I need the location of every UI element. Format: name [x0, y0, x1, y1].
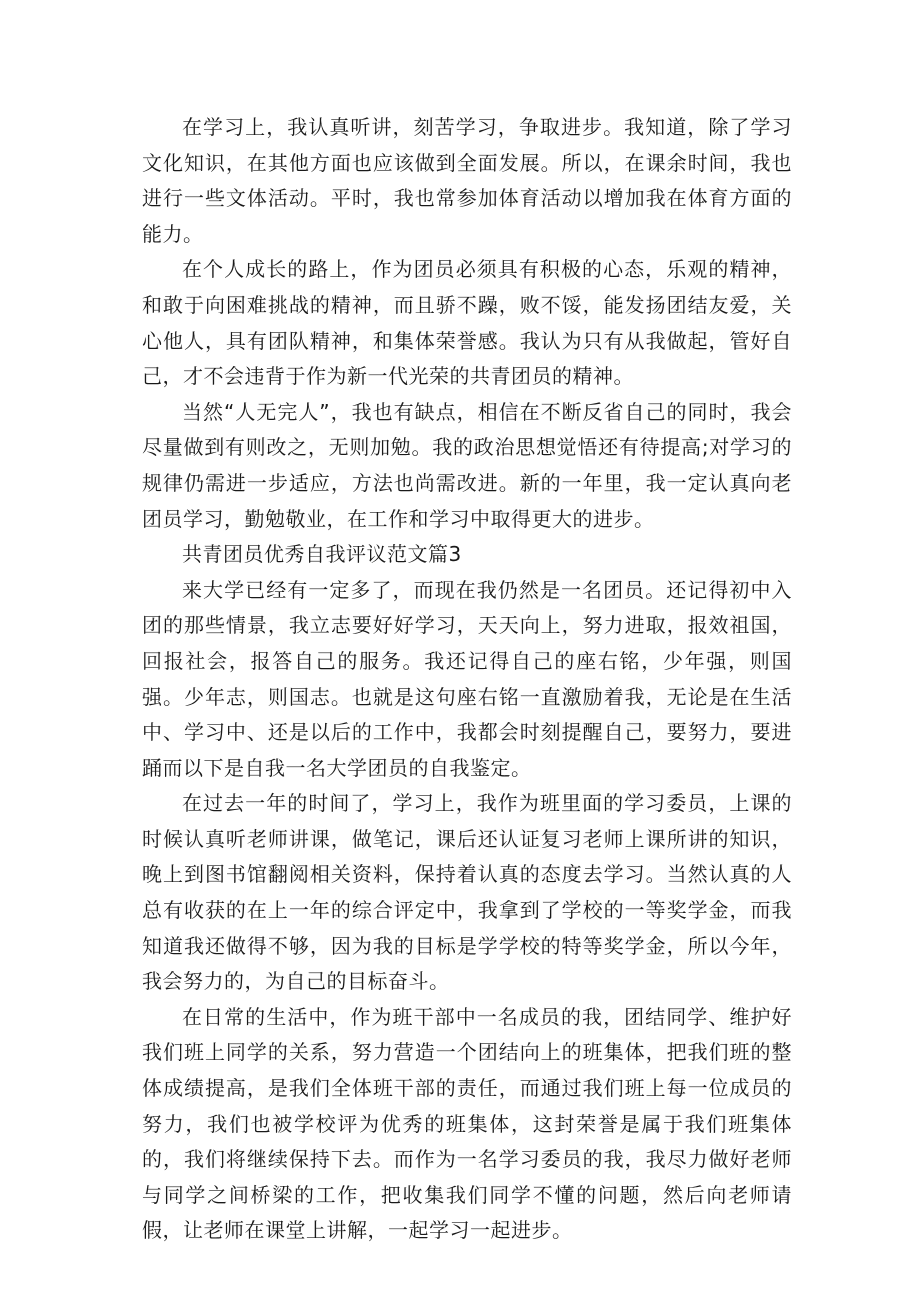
- document-page: [142, 110, 792, 1249]
- paragraph-university: 来大学已经有一定多了，而现在我仍然是一名团员。还记得初中入团的那些情景，我立志要好好学习，天天向上，努力进取，报效祖国，回报社会，报答自己的服务。我还记得自己的座右铭，少年强，则国强。少年志，则国志。也就是这句座右铭一直激励着我，无论是在生活中、学习中、还是以后的工作中，我都会时刻提醒自己，要努力，要进踊而以下是自我一名大学团员的自我鉴定。: [142, 577, 792, 780]
- section-heading: 共青团员优秀自我评议范文篇3: [182, 542, 462, 567]
- paragraph-growth: 在个人成长的路上，作为团员必须具有积极的心态，乐观的精神，和敢于向困难挑战的精神，而且骄不躁，败不馁，能发扬团结友爱，关心他人，具有团队精神，和集体荣誉感。我认为只有从我做起，管好自己，才不会违背于作为新一代光荣的共青团员的精神。: [142, 257, 792, 389]
- paragraph-study: 在学习上，我认真听讲，刻苦学习，争取进步。我知道，除了学习文化知识，在其他方面也应该做到全面发展。所以，在课余时间，我也进行一些文体活动。平时，我也常参加体育活动以增加我在体育方面的能力。: [142, 115, 792, 246]
- paragraph-past-year: 在过去一年的时间了，学习上，我作为班里面的学习委员，上课的时候认真听老师讲课，做笔记，课后还认证复习老师上课所讲的知识，晚上到图书馆翻阅相关资料，保持着认真的态度去学习。当然认真的人总有收获的在上一年的综合评定中，我拿到了学校的一等奖学金，而我知道我还做得不够，因为我的目标是学学校的特等奖学金，所以今年，我会努力的，为自己的目标奋斗。: [142, 791, 792, 994]
- paragraph-shortcomings: 当然“人无完人”，我也有缺点，相信在不断反省自己的同时，我会尽量做到有则改之，无则加勉。我的政治思想觉悟还有待提高;对学习的规律仍需进一步适应，方法也尚需改进。新的一年里，我一定认真向老团员学习，勤勉敬业，在工作和学习中取得更大的进步。: [142, 399, 792, 531]
- paragraph-daily-life: 在日常的生活中，作为班干部中一名成员的我，团结同学、维护好我们班上同学的关系，努力营造一个团结向上的班集体，把我们班的整体成绩提高，是我们全体班干部的责任，而通过我们班上每一位成员的努力，我们也被学校评为优秀的班集体，这封荣誉是属于我们班集体的，我们将继续保持下去。而作为一名学习委员的我，我尽力做好老师与同学之间桥梁的工作，把收集我们同学不懂的问题，然后向老师请假，让老师在课堂上讲解，一起学习一起进步。: [142, 1004, 792, 1243]
